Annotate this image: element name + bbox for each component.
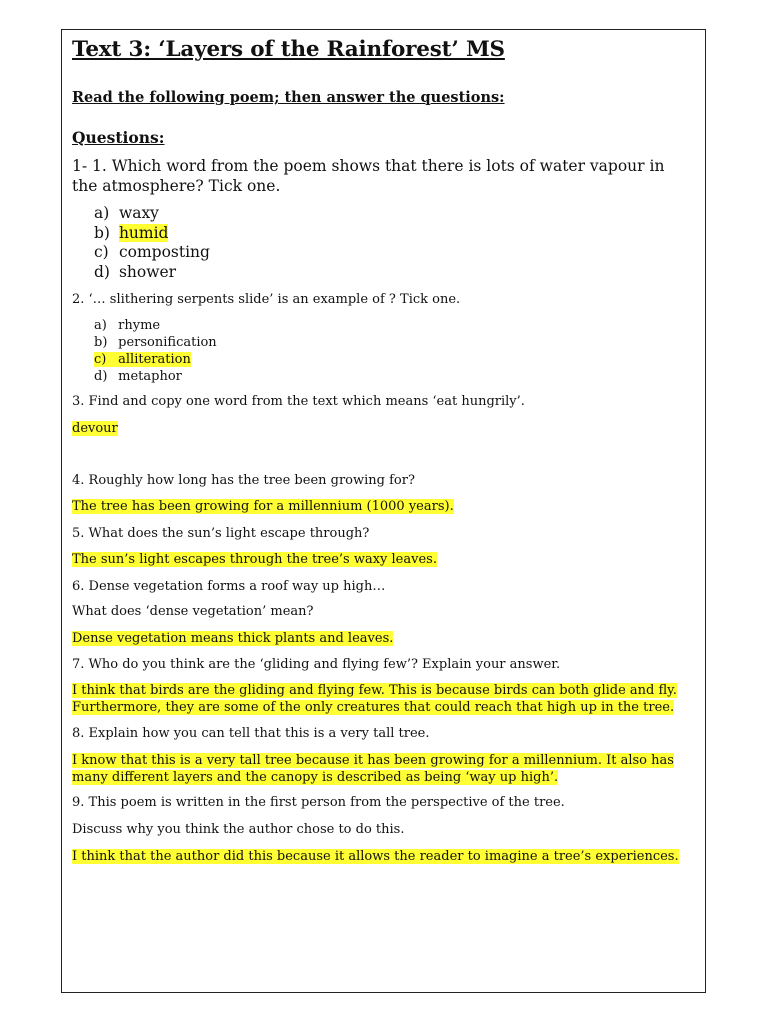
option-letter: a) [94, 318, 107, 333]
answer-9 [72, 848, 692, 865]
option-letter: d) [94, 262, 110, 281]
answer-7 [72, 682, 692, 716]
instruction-text: Read the following poem; then answer the questions: [72, 89, 505, 106]
answer-5-text: The sun’s light escapes through the tree’s waxy leaves. [72, 552, 437, 567]
option-text-highlighted: humid [118, 223, 169, 242]
question-2-text: 2. ‘… slithering serpents slide’ is an example of ? Tick one. [72, 292, 461, 307]
answer-4 [72, 498, 692, 515]
option-letter: c) [94, 243, 109, 261]
answer-8 [72, 752, 692, 786]
option-letter: a) [94, 204, 110, 222]
answer-7-text: I think that birds are the gliding and flying few. This is because birds can both glide and fly. Furthermore, they are some of the only creatures that could reach that high up in the tree. [72, 683, 677, 715]
option-text: composting [118, 243, 210, 261]
document-title: Text 3: ‘Layers of the Rainforest’ MS [72, 37, 505, 62]
answer-9-text: I think that the author did this because it allows the reader to imagine a tree’s experiences. [72, 849, 679, 864]
question-2-options [94, 317, 217, 385]
option-2c [94, 351, 217, 368]
questions-heading: Questions: [72, 128, 165, 147]
answer-6 [72, 630, 692, 647]
option-text: rhyme [118, 318, 161, 333]
option-text: shower [118, 262, 177, 281]
question-8-text: 8. Explain how you can tell that this is a very tall tree. [72, 726, 430, 741]
option-text: metaphor [118, 369, 182, 384]
option-text-highlighted: alliteration [118, 352, 191, 367]
question-9-subtext: Discuss why you think the author chose to do this. [72, 822, 405, 837]
option-1a [94, 204, 210, 224]
document-page [61, 29, 706, 993]
answer-5 [72, 551, 692, 568]
option-2a [94, 317, 217, 334]
answer-4-text: The tree has been growing for a millennium (1000 years). [72, 499, 454, 514]
question-1-text: 1- 1. Which word from the poem shows that there is lots of water vapour in the atmosphere? Tick one. [72, 157, 665, 195]
option-1d [94, 263, 210, 283]
question-5-text: 5. What does the sun’s light escape through? [72, 526, 370, 541]
question-1-options [94, 204, 210, 282]
question-7-text: 7. Who do you think are the ‘gliding and flying few’? Explain your answer. [72, 657, 561, 672]
option-letter: b) [94, 335, 108, 350]
option-letter: b) [94, 223, 110, 242]
option-2d [94, 368, 217, 385]
option-text: waxy [118, 204, 159, 222]
question-4-text: 4. Roughly how long has the tree been growing for? [72, 473, 415, 488]
answer-6-text: Dense vegetation means thick plants and leaves. [72, 631, 394, 646]
option-1b [94, 224, 210, 244]
question-9-text: 9. This poem is written in the first person from the perspective of the tree. [72, 795, 565, 810]
option-letter: d) [94, 369, 108, 384]
option-1c [94, 243, 210, 263]
question-3-text: 3. Find and copy one word from the text which means ‘eat hungrily’. [72, 394, 525, 409]
option-2b [94, 334, 217, 351]
option-letter: c) [94, 352, 107, 367]
question-6-subtext: What does ‘dense vegetation’ mean? [72, 604, 314, 619]
answer-3-text: devour [72, 421, 118, 436]
answer-3 [72, 420, 692, 437]
option-text: personification [118, 335, 217, 350]
question-6-text: 6. Dense vegetation forms a roof way up high… [72, 579, 386, 594]
answer-8-text: I know that this is a very tall tree because it has been growing for a millennium. It also has many different layers and the canopy is described as being ‘way up high’. [72, 753, 674, 785]
